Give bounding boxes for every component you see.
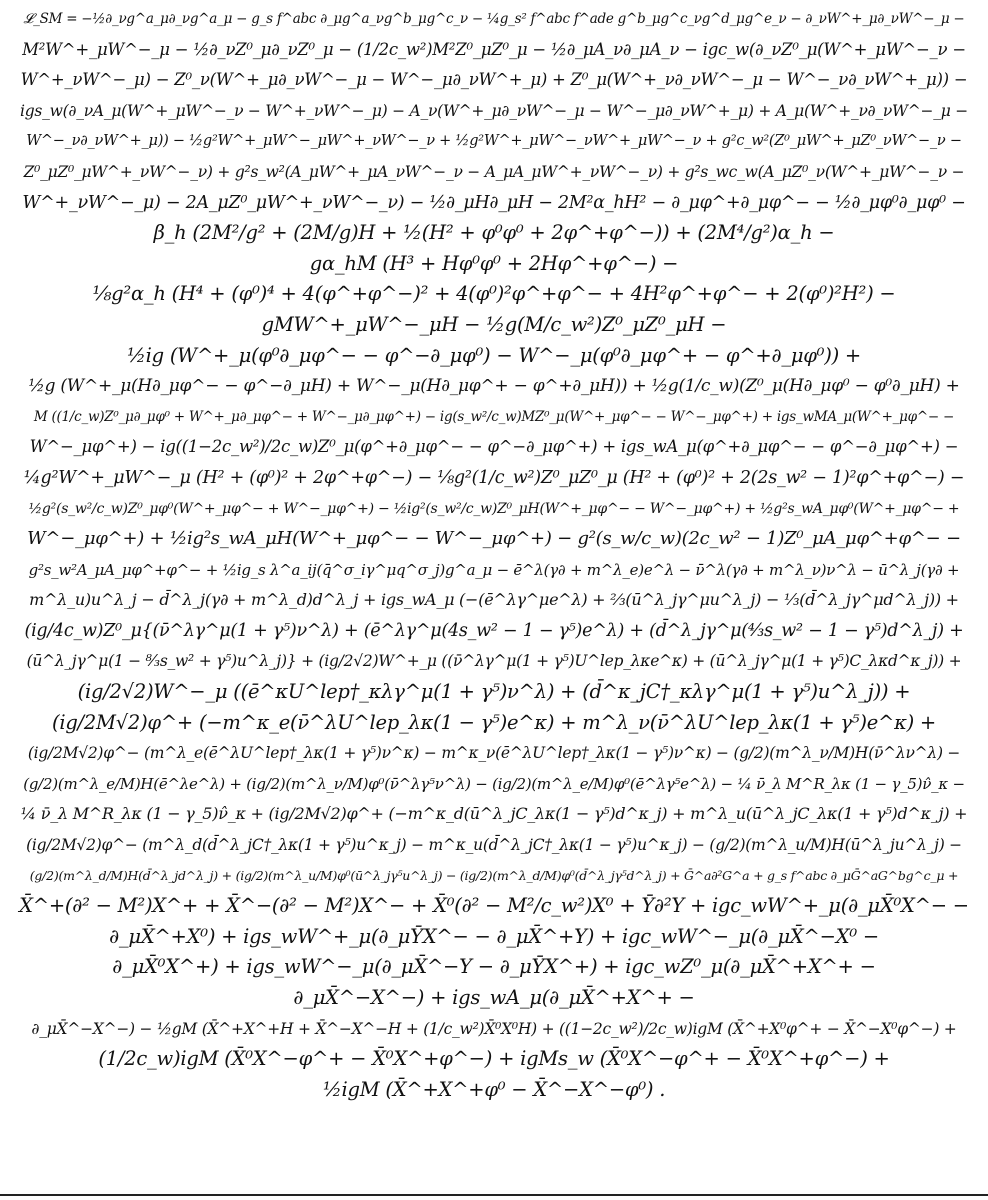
equation-line: igs_w(∂_νA_μ(W^+_μW^−_ν − W^+_νW^−_μ) − A_ν(W^+_μ∂_νW^−_μ − W^−_μ∂_νW^+_μ) + A_μ(W^+_ν∂_νW^−_μ − bbox=[20, 101, 968, 120]
equation-line: ∂_μX̄⁰X^+) + igs_wW^−_μ(∂_μX̄^−Y − ∂_μȲX^+) + igc_wZ⁰_μ(∂_μX̄^+X^+ − bbox=[112, 955, 876, 979]
equation-line: (1/2c_w)igM (X̄⁰X^−φ^+ − X̄⁰X^+φ^−) + igMs_w (X̄⁰X^−φ^+ − X̄⁰X^+φ^−) + bbox=[98, 1047, 890, 1071]
equation-line: (g/2)(m^λ_e/M)H(ē^λe^λ) + (ig/2)(m^λ_ν/M)φ⁰(ν̄^λγ⁵ν^λ) − (ig/2)(m^λ_e/M)φ⁰(ē^λγ⁵e^λ) − ¼ ν̄_λ M^R_λκ (1 − γ_5)ν̂_κ − bbox=[23, 774, 965, 793]
equation-line: m^λ_u)u^λ_j − d̄^λ_j(γ∂ + m^λ_d)d^λ_j + igs_wA_μ (−(ē^λγ^μe^λ) + ⅔(ū^λ_jγ^μu^λ_j) − ⅓(d̄^λ_jγ^μd^λ_j)) + bbox=[29, 590, 959, 610]
bottom-divider bbox=[0, 1194, 988, 1196]
equation-line: gMW^+_μW^−_μH − ½g(M/c_w²)Z⁰_μZ⁰_μH − bbox=[261, 312, 727, 336]
equation-line: ¼g²W^+_μW^−_μ (H² + (φ⁰)² + 2φ^+φ^−) − ⅛g²(1/c_w²)Z⁰_μZ⁰_μ (H² + (φ⁰)² + 2(2s_w² − 1)²φ^+φ^−) − bbox=[23, 467, 965, 488]
equation-line: W^+_νW^−_μ) − 2A_μZ⁰_μW^+_νW^−_ν) − ½∂_μH∂_μH − 2M²α_hH² − ∂_μφ^+∂_μφ^− − ½∂_μφ⁰∂_μφ⁰ − bbox=[22, 192, 966, 213]
standard-model-lagrangian bbox=[0, 4, 988, 1188]
equation-line: (ig/2M√2)φ^+ (−m^κ_e(ν̄^λU^lep_λκ(1 − γ⁵)e^κ) + m^λ_ν(ν̄^λU^lep_λκ(1 + γ⁵)e^κ) + bbox=[51, 710, 937, 734]
equation-line: (ū^λ_jγ^μ(1 − ⁸⁄₃s_w² + γ⁵)u^λ_j)} + (ig/2√2)W^+_μ ((ν̄^λγ^μ(1 + γ⁵)U^lep_λκe^κ) + (ū^λ_jγ^μ(1 + γ⁵)C_λκd^κ_j)) + bbox=[26, 652, 962, 671]
equation-line: gα_hM (H³ + Hφ⁰φ⁰ + 2Hφ^+φ^−) − bbox=[309, 251, 679, 275]
equation-line: W^−_ν∂_νW^+_μ)) − ½g²W^+_μW^−_μW^+_νW^−_ν + ½g²W^+_μW^−_νW^+_μW^−_ν + g²c_w²(Z⁰_μW^+_μZ⁰_νW^−_ν − bbox=[26, 133, 962, 150]
equation-line: ∂_μX̄^+X⁰) + igs_wW^+_μ(∂_μȲX^− − ∂_μX̄^+Y) + igc_wW^−_μ(∂_μX̄^−X⁰ − bbox=[109, 924, 879, 948]
equation-line: W^+_νW^−_μ) − Z⁰_ν(W^+_μ∂_νW^−_μ − W^−_μ∂_νW^+_μ) + Z⁰_μ(W^+_ν∂_νW^−_μ − W^−_ν∂_νW^+_μ)) − bbox=[20, 70, 968, 90]
equation-line: (ig/4c_w)Z⁰_μ{(ν̄^λγ^μ(1 + γ⁵)ν^λ) + (ē^λγ^μ(4s_w² − 1 − γ⁵)e^λ) + (d̄^λ_jγ^μ(⁴⁄₃s_w² − 1 − γ⁵)d^λ_j) + bbox=[24, 620, 964, 641]
equation-line: W^−_μφ^+) − ig((1−2c_w²)/2c_w)Z⁰_μ(φ^+∂_μφ^− − φ^−∂_μφ^+) + igs_wA_μ(φ^+∂_μφ^− − φ^−∂_μφ^+) − bbox=[29, 437, 959, 457]
equation-line: ½igM (X̄^+X^+φ⁰ − X̄^−X^−φ⁰) . bbox=[322, 1077, 666, 1101]
equation-line: (ig/2M√2)φ^− (m^λ_d(d̄^λ_jC†_λκ(1 + γ⁵)u^κ_j) − m^κ_u(d̄^λ_jC†_λκ(1 − γ⁵)u^κ_j) − (g/2)(m^λ_u/M)H(ū^λ_ju^λ_j) − bbox=[26, 836, 962, 855]
equation-line: g²s_w²A_μA_μφ^+φ^− + ½ig_s λ^a_ij(q̄^σ_iγ^μq^σ_j)g^a_μ − ē^λ(γ∂ + m^λ_e)e^λ − ν̄^λ(γ∂ + m^λ_ν)ν^λ − ū^λ_j(γ∂ + bbox=[28, 560, 960, 579]
equation-line: ∂_μX̄^−X^−) + igs_wA_μ(∂_μX̄^+X^+ − bbox=[293, 986, 695, 1009]
equation-line bbox=[0, 1105, 988, 1136]
equation-line: ¼ ν̄_λ M^R_λκ (1 − γ_5)ν̂_κ + (ig/2M√2)φ^+ (−m^κ_d(ū^λ_jC_λκ(1 − γ⁵)d^κ_j) + m^λ_u(ū^λ_jC_λκ(1 + γ⁵)d^κ_j) + bbox=[20, 804, 968, 824]
equation-line: ½g (W^+_μ(H∂_μφ^− − φ^−∂_μH) + W^−_μ(H∂_μφ^+ − φ^+∂_μH)) + ½g(1/c_w)(Z⁰_μ(H∂_μφ⁰ − φ⁰∂_μH) + bbox=[28, 376, 960, 397]
equation-line: (ig/2M√2)φ^− (m^λ_e(ē^λU^lep†_λκ(1 + γ⁵)ν^κ) − m^κ_ν(ē^λU^lep†_λκ(1 − γ⁵)ν^κ) − (g/2)(m^λ_ν/M)H(ν̄^λν^λ) − bbox=[27, 744, 961, 763]
equation-line: Z⁰_μZ⁰_μW^+_νW^−_ν) + g²s_w²(A_μW^+_μA_νW^−_ν − A_μA_μW^+_νW^−_ν) + g²s_wc_w(A_μZ⁰_ν(W^+_μW^−_ν − bbox=[23, 162, 965, 181]
equation-line: W^−_μφ^+) + ½ig²s_wA_μH(W^+_μφ^− − W^−_μφ^+) − g²(s_w/c_w)(2c_w² − 1)Z⁰_μA_μφ^+φ^− − bbox=[27, 528, 961, 550]
equation-line: ½ig (W^+_μ(φ⁰∂_μφ^− − φ^−∂_μφ⁰) − W^−_μ(φ⁰∂_μφ^+ − φ^+∂_μφ⁰)) + bbox=[127, 343, 861, 367]
equation-line: β_h (2M²/g² + (2M/g)H + ½(H² + φ⁰φ⁰ + 2φ^+φ^−)) + (2M⁴/g²)α_h − bbox=[153, 221, 835, 245]
equation-line: M²W^+_μW^−_μ − ½∂_νZ⁰_μ∂_νZ⁰_μ − (1/2c_w²)M²Z⁰_μZ⁰_μ − ½∂_μA_ν∂_μA_ν − igc_w(∂_νZ⁰_μ(W^+_μW^−_ν − bbox=[22, 39, 966, 59]
equation-line bbox=[0, 1136, 988, 1167]
equation-line: ⅛g²α_h (H⁴ + (φ⁰)⁴ + 4(φ^+φ^−)² + 4(φ⁰)²φ^+φ^− + 4H²φ^+φ^− + 2(φ⁰)²H²) − bbox=[92, 282, 896, 306]
equation-line: (ig/2√2)W^−_μ ((ē^κU^lep†_κλγ^μ(1 + γ⁵)ν^λ) + (d̄^κ_jC†_κλγ^μ(1 + γ⁵)u^λ_j)) + bbox=[77, 680, 911, 704]
equation-line: (g/2)(m^λ_d/M)H(d̄^λ_jd^λ_j) + (ig/2)(m^λ_u/M)φ⁰(ū^λ_jγ⁵u^λ_j) − (ig/2)(m^λ_d/M)φ⁰(d̄^λ_jγ⁵d^λ_j) + Ḡ^a∂²G^a + g_s f^abc ∂_μḠ^aG^bg^c_μ + bbox=[29, 867, 959, 883]
equation-line: X̄^+(∂² − M²)X^+ + X̄^−(∂² − M²)X^− + X̄⁰(∂² − M²/c_w²)X⁰ + Ȳ∂²Y + igc_wW^+_μ(∂_μX̄⁰X^− − bbox=[19, 894, 969, 918]
equation-line: ∂_μX̄^−X^−) − ½gM (X̄^+X^+H + X̄^−X^−H + (1/c_w²)X̄⁰X⁰H) + ((1−2c_w²)/2c_w)igM (X̄^+X⁰φ^+ − X̄^−X⁰φ^−) + bbox=[31, 1019, 957, 1038]
equation-line: M ((1/c_w)Z⁰_μ∂_μφ⁰ + W^+_μ∂_μφ^− + W^−_μ∂_μφ^+) − ig(s_w²/c_w)MZ⁰_μ(W^+_μφ^− − W^−_μφ^+) + igs_wMA_μ(W^+_μφ^− − bbox=[33, 408, 955, 425]
equation-line: 𝓛_SM = −½∂_νg^a_μ∂_νg^a_μ − g_s f^abc ∂_μg^a_νg^b_μg^c_ν − ¼g_s² f^abc f^ade g^b_μg^c_νg^d_μg^e_ν − ∂_νW^+_μ∂_νW^−_μ − bbox=[23, 11, 965, 27]
equation-line: ½g²(s_w²/c_w)Z⁰_μφ⁰(W^+_μφ^− + W^−_μφ^+) − ½ig²(s_w²/c_w)Z⁰_μH(W^+_μφ^− − W^−_μφ^+) + ½g²s_wA_μφ⁰(W^+_μφ^− + bbox=[28, 500, 960, 517]
